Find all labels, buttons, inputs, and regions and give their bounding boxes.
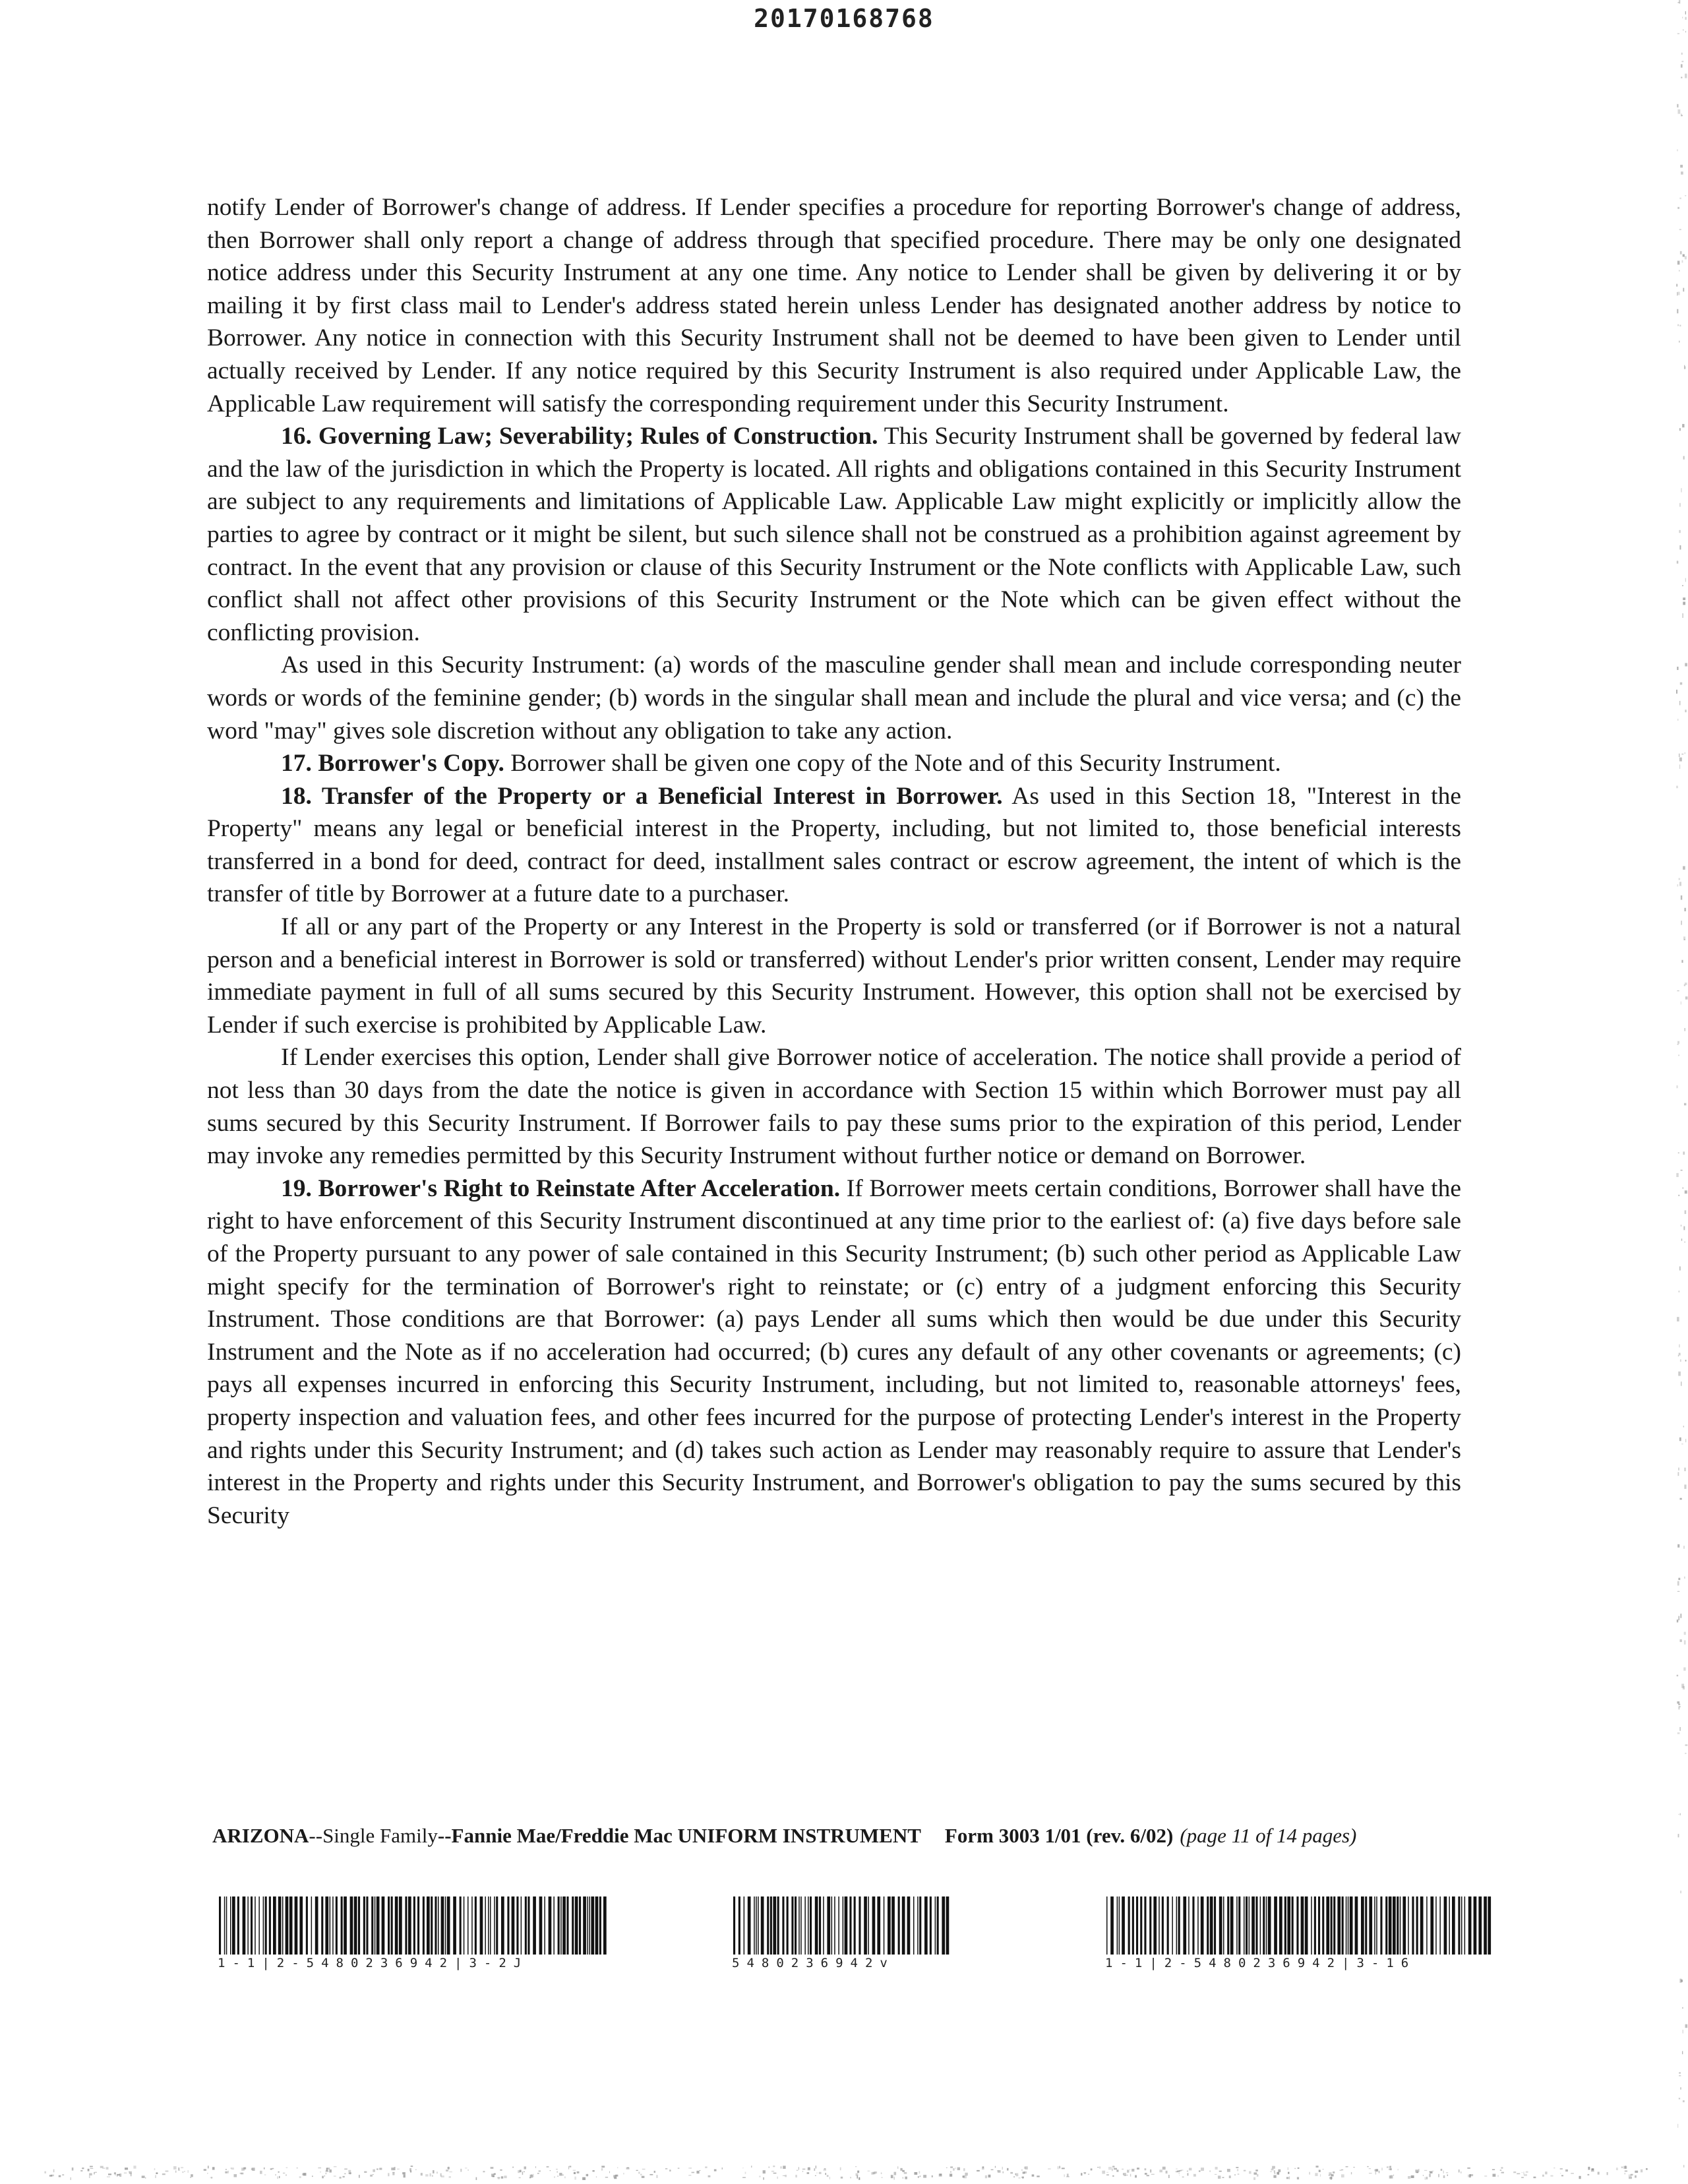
section-17 [207,747,1461,780]
section-17-text: Borrower shall be given one copy of the Note and of this Security Instrument. [504,750,1281,777]
footer-form-number: Form 3003 1/01 (rev. 6/02) [944,1824,1174,1847]
section-19-heading: 19. Borrower's Right to Reinstate After Acceleration. [281,1174,841,1202]
barcode-right-caption: 1-1|2-5480236942|3-16 [1105,1956,1416,1970]
section-18-paragraph-3: If Lender exercises this option, Lender shall give Borrower notice of acceleration. The notice shall provide a period of not less than 30 days from the date the notice is given in accordance with Section 15 within which Borrower must pay all sums secured by this Security Instrument. If Borrower fails to pay these sums prior to the expiration of this period, Lender may invoke any remedies permitted by this Security Instrument without further notice or demand on Borrower. [207,1044,1461,1170]
section-19 [207,1172,1461,1532]
barcode-left [218,1896,607,1970]
section-18-paragraph-2: If all or any part of the Property or any Interest in the Property is sold or transferred (or if Borrower is not a natural person and a beneficial interest in Borrower is sold or transferred) without Lender's prior written consent, Lender may require immediate payment in full of all sums secured by this Security Instrument. However, this option shall not be exercised by Lender if such exercise is prohibited by Applicable Law. [207,913,1461,1039]
paragraph-notice-continuation: notify Lender of Borrower's change of address. If Lender specifies a procedure for reporting Borrower's change of address, then Borrower shall only report a change of address through that specified procedure. There may be only one designated notice address under this Security Instrument at any one time. Any notice to Lender shall be given by delivering it or by mailing it by first class mail to Lender's address stated herein unless Lender has designated another address by notice to Borrower. Any notice in connection with this Security Instrument shall not be deemed to have been given to Lender until actually received by Lender. If any notice required by this Security Instrument is also required under Applicable Law, the Applicable Law requirement will satisfy the corresponding requirement under this Security Instrument. [207,194,1461,417]
section-16-paragraph-2: As used in this Security Instrument: (a) words of the masculine gender shall mean and include corresponding neuter words or words of the feminine gender; (b) words in the singular shall mean and include the plural and vice versa; and (c) the word "may" gives sole discretion without any obligation to take any action. [207,652,1461,744]
scan-bottom-noise [40,2164,1648,2180]
footer-separator-2: -- [437,1824,452,1847]
form-footer [212,1824,1356,1848]
barcode-middle-bars [732,1896,950,1955]
barcode-left-bars [218,1896,607,1955]
section-16-heading: 16. Governing Law; Severability; Rules of Construction. [281,423,878,450]
barcode-right [1105,1896,1494,1970]
section-18 [207,780,1461,911]
footer-separator-1: -- [309,1824,323,1847]
footer-agency: Fannie Mae/Freddie Mac UNIFORM INSTRUMENT [451,1824,921,1847]
section-18-heading: 18. Transfer of the Property or a Beneficial Interest in Borrower. [281,782,1003,810]
section-18-text: As used in this Section 18, "Interest in the Property" means any legal or beneficial interest in the Property, including, but not limited to, those beneficial interests transferred in a bond for deed, contract for deed, installment sales contract or escrow agreement, the intent of which is the transfer of title by Borrower at a future date to a purchaser. [207,782,1461,908]
section-19-text: If Borrower meets certain conditions, Borrower shall have the right to have enforcement of this Security Instrument discontinued at any time prior to the earliest of: (a) five days before sale of the Property pursuant to any power of sale contained in this Security Instrument; (b) such other period as Applicable Law might specify for the termination of Borrower's right to reinstate; or (c) entry of a judgment enforcing this Security Instrument. Those conditions are that Borrower: (a) pays Lender all sums which then would be due under this Security Instrument and the Note as if no acceleration had occurred; (b) cures any default of any other covenants or agreements; (c) pays all expenses incurred in enforcing this Security Instrument, including, but not limited to, reasonable attorneys' fees, property inspection and valuation fees, and other fees incurred for the purpose of protecting Lender's interest in the Property and rights under this Security Instrument; and (d) takes such action as Lender may reasonably require to assure that Lender's interest in the Property and rights under this Security Instrument, and Borrower's obligation to pay the sums secured by this Security [207,1174,1461,1529]
section-16-text: This Security Instrument shall be governed by federal law and the law of the jurisdiction in which the Property is located. All rights and obligations contained in this Security Instrument are subject to any requirements and limitations of Applicable Law. Applicable Law might explicitly or implicitly allow the parties to agree by contract or it might be silent, but such silence shall not be construed as a prohibition against agreement by contract. In the event that any provision or clause of this Security Instrument or the Note conflicts with Applicable Law, such conflict shall not affect other provisions of this Security Instrument or the Note which can be given effect without the conflicting provision. [207,423,1461,646]
section-17-heading: 17. Borrower's Copy. [281,750,504,777]
barcode-left-caption: 1-1|2-5480236942|3-2J [218,1956,529,1970]
document-body [207,191,1461,1532]
section-16 [207,420,1461,649]
footer-family: Single Family [322,1824,438,1847]
footer-state: ARIZONA [212,1824,309,1847]
document-number: 20170168768 [754,4,934,33]
scan-edge-noise [1673,0,1688,2184]
footer-page-number: (page 11 of 14 pages) [1180,1824,1357,1847]
barcode-right-bars [1105,1896,1494,1955]
barcode-middle [732,1896,950,1970]
barcode-middle-caption: 5480236942v [732,1956,895,1970]
